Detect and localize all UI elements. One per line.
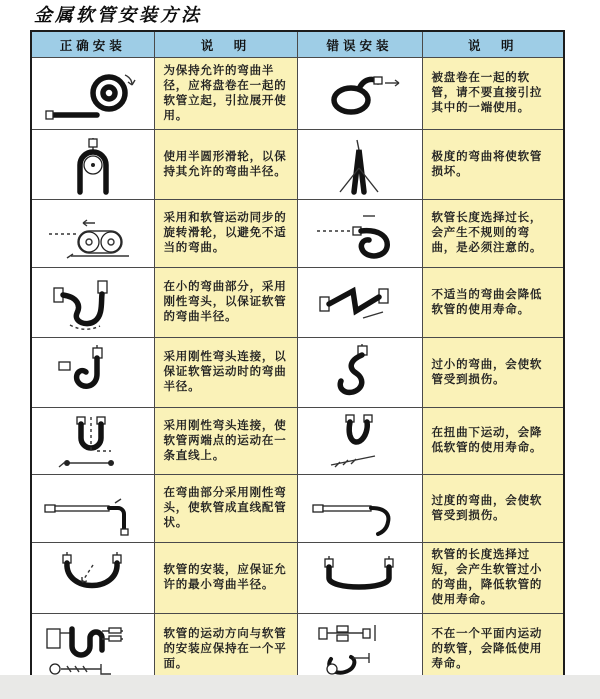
wrong-illustration-cell (297, 58, 422, 130)
s-curve-elbow-illustration (37, 272, 149, 334)
table-row (31, 58, 564, 130)
wrong-description-cell (422, 475, 564, 543)
wrong-illustration-cell (297, 338, 422, 408)
roller-track-illustration (37, 204, 149, 264)
correct-illustration-cell (31, 268, 154, 338)
correct-illustration-cell (31, 200, 154, 268)
table-row (31, 543, 564, 614)
correct-illustration-cell (31, 130, 154, 200)
description-text: 在小的弯曲部分，采用刚性弯头，以保证软管的弯曲半径。 (163, 281, 287, 323)
wrong-description-cell (422, 130, 564, 200)
table-row (31, 200, 564, 268)
wrong-description-cell (422, 338, 564, 408)
wrong-description-cell (422, 408, 564, 475)
wrong-illustration-cell (297, 475, 422, 543)
wrong-description-cell (422, 268, 564, 338)
out-of-plane-illustration (305, 617, 415, 681)
flat-u-illustration (305, 548, 415, 608)
zigzag-bend-illustration (305, 272, 415, 334)
correct-description-cell (154, 268, 297, 338)
correct-illustration-cell (31, 475, 154, 543)
correct-description-cell (154, 475, 297, 543)
correct-description-cell (154, 200, 297, 268)
description-text: 采用刚性弯头连接，以保证软管运动时的弯曲半径。 (163, 351, 287, 393)
description-text: 过度的弯曲，会使软管受到损伤。 (431, 494, 543, 522)
description-text: 不适当的弯曲会降低软管的使用寿命。 (431, 288, 543, 316)
correct-description-cell (154, 58, 297, 130)
page-title: 金属软管安装方法 (34, 5, 202, 26)
twisted-u-illustration (305, 411, 415, 471)
correct-illustration-cell (31, 338, 154, 408)
wrong-description-cell (422, 58, 564, 130)
straight-pipe-elbow-illustration (37, 479, 149, 539)
manual-page (0, 1, 600, 699)
pulled-coil-illustration (305, 64, 415, 124)
table-row (31, 475, 564, 543)
description-text: 软管的长度选择过短，会产生软管过小的弯曲，降低软管的使用寿命。 (431, 549, 543, 606)
description-text: 极度的弯曲将使软管损坏。 (431, 150, 543, 178)
installation-table (30, 30, 565, 687)
j-curve-illustration (37, 342, 149, 404)
header-wrong-install: 错误安装 (297, 31, 422, 58)
description-text: 被盘卷在一起的软管，请不要直接引拉其中的一端使用。 (431, 72, 543, 114)
wrong-illustration-cell (297, 200, 422, 268)
page-margin-bottom (0, 675, 600, 699)
correct-description-cell (154, 130, 297, 200)
table-row (31, 268, 564, 338)
overbent-corner-illustration (305, 479, 415, 539)
wrong-illustration-cell (297, 268, 422, 338)
description-text: 为保持允许的弯曲半径，应将盘卷在一起的软管立起，引拉展开使用。 (163, 64, 287, 122)
header-row (31, 31, 564, 58)
wrong-illustration-cell (297, 130, 422, 200)
description-text: 软管长度选择过长，会产生不规则的弯曲，是必须注意的。 (431, 212, 543, 254)
wrong-illustration-cell (297, 408, 422, 475)
standing-coil-illustration (37, 64, 149, 124)
correct-description-cell (154, 408, 297, 475)
description-text: 采用和软管运动同步的旋转滑轮，以避免不适当的弯曲。 (163, 212, 287, 254)
correct-description-cell (154, 543, 297, 614)
s-trap-assembly-illustration (37, 617, 149, 681)
table-row (31, 408, 564, 475)
correct-illustration-cell (31, 408, 154, 475)
irregular-loop-illustration (305, 204, 415, 264)
sharp-bend-illustration (305, 134, 415, 196)
header-correct-install: 正确安装 (31, 31, 154, 58)
description-text: 在扭曲下运动，会降低软管的使用寿命。 (431, 427, 543, 454)
header-description-right: 说 明 (422, 31, 564, 58)
description-text: 软管的安装，应保证允许的最小弯曲半径。 (163, 564, 287, 591)
wrong-description-cell (422, 543, 564, 614)
description-text: 不在一个平面内运动的软管，会降低使用寿命。 (431, 627, 543, 670)
header-description-left: 说 明 (154, 31, 297, 58)
description-text: 过小的弯曲，会使软管受到损伤。 (431, 358, 543, 386)
table-row (31, 338, 564, 408)
correct-illustration-cell (31, 58, 154, 130)
pulley-illustration (37, 134, 149, 196)
description-text: 在弯曲部分采用刚性弯头，使软管成直线配管状。 (163, 487, 287, 529)
u-loop-axis-illustration (37, 411, 149, 471)
wrong-illustration-cell (297, 543, 422, 614)
snake-curve-illustration (305, 342, 415, 404)
correct-description-cell (154, 338, 297, 408)
description-text: 使用半圆形滑轮，以保持其允许的弯曲半径。 (163, 150, 287, 178)
description-text: 采用刚性弯头连接，使软管两端点的运动在一条直线上。 (163, 419, 287, 462)
wide-u-radius-illustration (37, 548, 149, 608)
correct-illustration-cell (31, 543, 154, 614)
description-text: 软管的运动方向与软管的安装应保持在一个平面。 (163, 627, 287, 670)
wrong-description-cell (422, 200, 564, 268)
table-row (31, 130, 564, 200)
